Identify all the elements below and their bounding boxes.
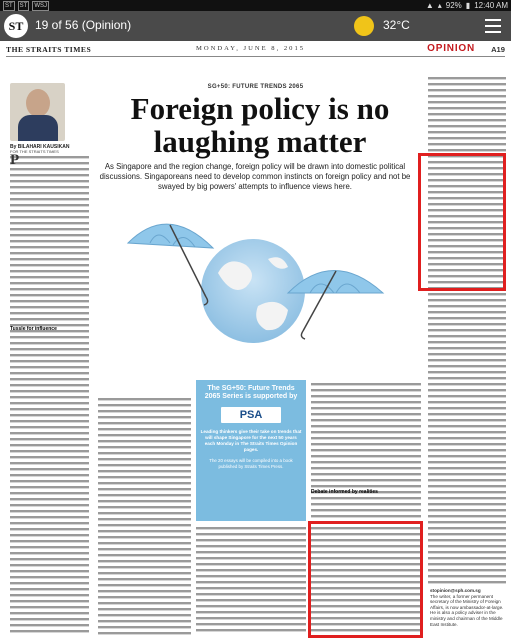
battery-percent: 92%	[445, 1, 462, 10]
text-line	[98, 476, 191, 478]
author-footnote	[430, 588, 506, 627]
text-line	[10, 564, 89, 566]
page-number: A19	[491, 45, 505, 54]
article-column-1	[10, 154, 89, 636]
text-line	[428, 491, 506, 493]
text-line	[10, 174, 89, 176]
text-line	[311, 431, 421, 433]
text-line	[196, 527, 306, 529]
text-line	[98, 560, 191, 562]
article-column-2	[98, 396, 191, 636]
text-line	[428, 551, 506, 553]
text-line	[10, 390, 89, 392]
text-line	[428, 407, 506, 409]
text-line	[10, 462, 89, 464]
text-line	[428, 359, 506, 361]
text-line	[98, 572, 191, 574]
text-line	[311, 467, 421, 469]
text-line	[98, 458, 191, 460]
text-line	[311, 515, 421, 517]
text-line	[98, 632, 191, 634]
text-line	[10, 186, 89, 188]
text-line	[10, 552, 89, 554]
text-line	[10, 258, 89, 260]
text-line	[428, 563, 506, 565]
text-line	[10, 516, 89, 518]
text-line	[10, 582, 89, 584]
text-line	[428, 317, 506, 319]
author-photo	[10, 83, 65, 141]
text-line	[311, 437, 421, 439]
text-line	[98, 530, 191, 532]
temperature: 32°C	[383, 18, 410, 32]
text-line	[10, 384, 89, 386]
psa-logo: PSA	[221, 407, 281, 423]
text-line	[98, 500, 191, 502]
app-logo[interactable]: ST	[4, 14, 28, 38]
text-line	[428, 533, 506, 535]
text-line	[311, 485, 421, 487]
text-line	[10, 534, 89, 536]
text-line	[10, 492, 89, 494]
text-line	[196, 599, 306, 601]
text-line	[10, 450, 89, 452]
text-line	[196, 539, 306, 541]
text-line	[10, 246, 89, 248]
text-line	[10, 468, 89, 470]
text-line	[10, 438, 89, 440]
text-line	[10, 288, 89, 290]
text-line	[10, 576, 89, 578]
text-line	[98, 626, 191, 628]
text-line	[428, 341, 506, 343]
text-line	[10, 378, 89, 380]
text-line	[196, 611, 306, 613]
text-line	[10, 630, 89, 632]
text-line	[10, 342, 89, 344]
text-line	[428, 383, 506, 385]
text-line	[10, 348, 89, 350]
text-line	[10, 366, 89, 368]
text-line	[196, 581, 306, 583]
text-line	[428, 527, 506, 529]
footnote-text: The writer, a former permanent secretary of the Ministry of Foreign Affairs, is now ambassador-at-large. He is also a policy adviser in the ministry and chairman of the Middle East Institute.	[430, 593, 504, 627]
drop-cap: P	[10, 154, 20, 168]
text-line	[196, 545, 306, 547]
text-line	[428, 545, 506, 547]
text-line	[196, 533, 306, 535]
text-line	[10, 180, 89, 182]
text-line	[196, 557, 306, 559]
text-line	[10, 600, 89, 602]
umbrella-left	[128, 224, 213, 305]
text-line	[98, 554, 191, 556]
text-line	[10, 546, 89, 548]
subhead-tussle: Tussle for influence	[10, 326, 57, 332]
text-line	[428, 497, 506, 499]
byline-role: FOR THE STRAITS TIMES	[10, 149, 59, 154]
text-line	[98, 608, 191, 610]
text-line	[311, 401, 421, 403]
text-line	[98, 428, 191, 430]
text-line	[10, 210, 89, 212]
text-line	[428, 305, 506, 307]
text-line	[428, 503, 506, 505]
text-line	[428, 455, 506, 457]
text-line	[98, 590, 191, 592]
text-line	[98, 440, 191, 442]
text-line	[10, 558, 89, 560]
series-kicker: SG+50: FUTURE TRENDS 2065	[207, 84, 304, 90]
text-line	[428, 95, 506, 97]
text-line	[10, 528, 89, 530]
text-lines	[98, 396, 191, 636]
text-line	[10, 474, 89, 476]
text-line	[98, 548, 191, 550]
text-line	[10, 612, 89, 614]
text-line	[196, 587, 306, 589]
text-line	[428, 509, 506, 511]
text-line	[10, 360, 89, 362]
text-lines	[196, 525, 306, 636]
text-line	[10, 606, 89, 608]
text-line	[10, 510, 89, 512]
text-line	[98, 596, 191, 598]
text-line	[98, 524, 191, 526]
text-line	[10, 198, 89, 200]
text-line	[311, 407, 421, 409]
newspaper-page[interactable]	[0, 41, 511, 640]
text-line	[428, 107, 506, 109]
text-line	[428, 437, 506, 439]
text-line	[10, 240, 89, 242]
text-line	[10, 540, 89, 542]
text-line	[311, 497, 421, 499]
text-line	[98, 446, 191, 448]
text-line	[10, 570, 89, 572]
text-line	[98, 422, 191, 424]
text-line	[98, 620, 191, 622]
text-line	[10, 456, 89, 458]
text-line	[10, 294, 89, 296]
text-line	[428, 377, 506, 379]
text-line	[98, 464, 191, 466]
text-line	[428, 575, 506, 577]
text-line	[98, 518, 191, 520]
text-line	[10, 624, 89, 626]
text-line	[311, 389, 421, 391]
weather-sun-icon[interactable]	[354, 16, 374, 36]
text-line	[428, 83, 506, 85]
text-line	[10, 282, 89, 284]
text-line	[10, 498, 89, 500]
text-line	[10, 618, 89, 620]
promo-footer: The 20 essays will be compiled into a book published by Straits Times Press.	[209, 458, 293, 469]
text-line	[98, 542, 191, 544]
text-line	[196, 569, 306, 571]
text-line	[196, 629, 306, 631]
text-line	[428, 143, 506, 145]
text-line	[428, 461, 506, 463]
text-line	[10, 414, 89, 416]
text-line	[10, 408, 89, 410]
text-line	[10, 594, 89, 596]
text-line	[10, 300, 89, 302]
reader-toolbar	[0, 11, 511, 41]
page-indicator[interactable]: 19 of 56 (Opinion)	[35, 18, 132, 32]
text-line	[428, 119, 506, 121]
text-line	[10, 372, 89, 374]
text-line	[428, 401, 506, 403]
text-line	[10, 396, 89, 398]
text-line	[428, 149, 506, 151]
text-line	[311, 461, 421, 463]
text-line	[428, 521, 506, 523]
text-line	[428, 473, 506, 475]
text-line	[196, 593, 306, 595]
wifi-icon: ▲	[425, 1, 434, 10]
text-line	[98, 434, 191, 436]
article-column-5	[428, 75, 506, 585]
text-line	[98, 494, 191, 496]
text-line	[428, 557, 506, 559]
text-line	[428, 443, 506, 445]
article-column-3	[196, 525, 306, 636]
text-line	[196, 617, 306, 619]
text-line	[428, 395, 506, 397]
text-line	[10, 264, 89, 266]
hamburger-menu-icon[interactable]	[485, 19, 501, 37]
text-line	[428, 485, 506, 487]
text-line	[98, 410, 191, 412]
sponsor-promo-box	[196, 380, 306, 521]
text-lines	[428, 75, 506, 585]
text-line	[10, 228, 89, 230]
status-bar	[0, 0, 511, 11]
text-line	[428, 353, 506, 355]
text-line	[10, 426, 89, 428]
promo-heading: The SG+50: Future Trends 2065 Series is supported by	[204, 385, 298, 400]
text-line	[10, 354, 89, 356]
highlight-box-upper-right	[418, 153, 506, 291]
system-icons	[426, 0, 508, 11]
text-line	[98, 482, 191, 484]
text-line	[98, 398, 191, 400]
text-line	[311, 443, 421, 445]
text-line	[10, 504, 89, 506]
masthead-title: THE STRAITS TIMES	[6, 45, 92, 54]
text-line	[10, 270, 89, 272]
text-line	[428, 311, 506, 313]
footnote-email: stopinion@sph.com.sg	[430, 588, 481, 593]
notification-icon-st: ST	[5, 3, 13, 9]
text-line	[311, 473, 421, 475]
text-line	[428, 569, 506, 571]
text-line	[98, 404, 191, 406]
text-line	[311, 395, 421, 397]
text-line	[311, 479, 421, 481]
text-line	[428, 539, 506, 541]
text-line	[428, 89, 506, 91]
text-line	[98, 614, 191, 616]
subhead-debate: Debate informed by realities	[311, 489, 378, 495]
text-line	[10, 486, 89, 488]
battery-icon: ▮	[465, 1, 471, 10]
notification-icons	[3, 0, 49, 11]
text-line	[196, 551, 306, 553]
text-line	[428, 365, 506, 367]
text-line	[428, 425, 506, 427]
text-line	[428, 449, 506, 451]
text-line	[428, 467, 506, 469]
text-line	[10, 432, 89, 434]
text-line	[196, 623, 306, 625]
text-lines	[10, 154, 89, 636]
text-line	[10, 234, 89, 236]
text-line	[428, 131, 506, 133]
text-line	[98, 452, 191, 454]
text-line	[10, 192, 89, 194]
text-line	[98, 512, 191, 514]
standfirst: As Singapore and the region change, foreign policy will be drawn into domestic political discussions. Singaporeans need to develop common instincts on foreign policy and not be swayed by big powers' attempts to influence views here.	[99, 162, 411, 191]
text-line	[311, 425, 421, 427]
text-line	[428, 581, 506, 583]
text-line	[98, 584, 191, 586]
text-line	[98, 602, 191, 604]
text-line	[98, 470, 191, 472]
text-line	[10, 312, 89, 314]
text-line	[428, 389, 506, 391]
byline: By BILAHARI KAUSIKAN	[10, 144, 70, 150]
text-line	[428, 299, 506, 301]
text-line	[10, 252, 89, 254]
text-line	[311, 455, 421, 457]
text-line	[98, 416, 191, 418]
text-line	[98, 566, 191, 568]
text-line	[98, 506, 191, 508]
text-line	[428, 479, 506, 481]
text-line	[10, 444, 89, 446]
text-line	[10, 216, 89, 218]
text-line	[10, 336, 89, 338]
text-line	[311, 503, 421, 505]
text-line	[10, 276, 89, 278]
text-line	[10, 420, 89, 422]
promo-body: Leading thinkers give their take on trends that will shape Singapore for the next 50 years each Monday in The Straits Times Opinion pages.	[200, 429, 302, 452]
text-line	[10, 156, 89, 158]
notification-icon-st-2: ST	[19, 3, 28, 9]
text-line	[428, 137, 506, 139]
page-date: MONDAY, JUNE 8, 2015	[196, 45, 306, 52]
text-line	[428, 125, 506, 127]
text-line	[10, 480, 89, 482]
text-line	[428, 371, 506, 373]
text-line	[196, 563, 306, 565]
illustration-globe-umbrellas	[98, 181, 398, 391]
highlight-box-lower-center	[308, 521, 423, 638]
text-line	[98, 578, 191, 580]
text-line	[428, 101, 506, 103]
text-line	[10, 402, 89, 404]
text-line	[428, 113, 506, 115]
text-line	[10, 204, 89, 206]
text-line	[10, 162, 89, 164]
notification-icon-wsj: WSJ	[34, 3, 48, 9]
text-line	[196, 605, 306, 607]
masthead	[6, 45, 505, 57]
text-line	[428, 293, 506, 295]
text-line	[428, 413, 506, 415]
text-line	[10, 306, 89, 308]
headline: Foreign policy is no laughing matter	[130, 91, 390, 159]
text-line	[428, 515, 506, 517]
text-line	[311, 383, 421, 385]
text-line	[10, 318, 89, 320]
text-line	[98, 488, 191, 490]
text-line	[428, 419, 506, 421]
text-line	[311, 413, 421, 415]
text-line	[428, 77, 506, 79]
text-line	[311, 419, 421, 421]
text-line	[10, 522, 89, 524]
section-name: OPINION	[427, 43, 475, 54]
text-line	[428, 335, 506, 337]
text-line	[311, 449, 421, 451]
clock: 12:40 AM	[474, 1, 508, 10]
text-line	[311, 509, 421, 511]
text-line	[428, 329, 506, 331]
text-line	[196, 575, 306, 577]
signal-icon: ▴	[437, 1, 442, 10]
text-line	[10, 222, 89, 224]
text-line	[428, 431, 506, 433]
text-line	[10, 588, 89, 590]
text-line	[428, 323, 506, 325]
text-line	[428, 347, 506, 349]
text-line	[98, 536, 191, 538]
text-line	[10, 168, 89, 170]
